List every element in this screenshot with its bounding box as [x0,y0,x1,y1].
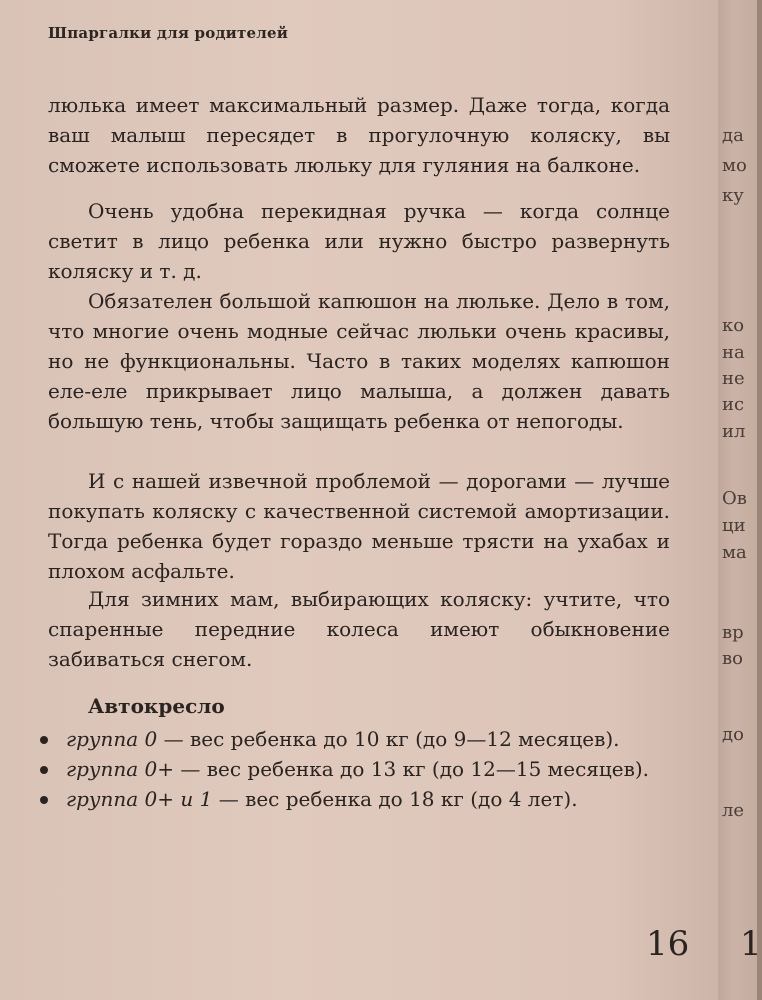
neighbor-text-fragment: да [722,125,744,146]
neighbor-text-fragment: ма [722,542,747,563]
neighbor-text-fragment: ко [722,315,745,336]
paragraph-2: Очень удобна перекидная ручка — когда солнце светит в лицо ребенка или нужно быстро развернуть коляску и т. д. [48,199,670,283]
neighbor-text-fragment: Ов [722,488,747,509]
bullet-icon [40,796,48,804]
section-title: Автокресло [88,694,225,718]
paragraph-4: И с нашей извечной проблемой — дорогами — лучше покупать коляску с качественной системой амортизации. Тогда ребенка будет гораздо меньше трясти на ухабах и плохом асфальте. [48,469,670,583]
group-description: — вес ребенка до 13 кг (до 12—15 месяцев). [174,757,649,781]
group-name: группа 0 [66,727,158,751]
neighbor-text-fragment: ил [722,421,746,442]
group-name: группа 0+ и 1 [66,787,213,811]
bullet-icon [40,736,48,744]
page-number: 16 [646,924,690,964]
group-description: — вес ребенка до 10 кг (до 9—12 месяцев). [157,727,620,751]
list-item [36,754,676,784]
paragraph-3: Обязателен большой капюшон на люльке. Дело в том, что многие очень модные сейчас люльки очень красивы, но не функциональны. Часто в таких моделях капюшон еле-еле прикрывает лицо малыша, а должен давать большую тень, чтобы защищать ребенка от непогоды. [48,289,670,433]
neighbor-text-fragment: вр [722,622,744,643]
paragraph-1: люлька имеет максимальный размер. Даже тогда, когда ваш малыш пересядет в прогулочную коляску, вы сможете использовать люльку для гуляния на балконе. [48,93,670,177]
neighbor-text-fragment: на [722,342,745,363]
neighbor-text-fragment: ци [722,515,746,536]
neighbor-text-fragment: ку [722,185,744,206]
list-item [36,784,676,814]
neighbor-page-number: 1 [740,924,762,964]
bullet-icon [40,766,48,774]
car-seat-group-list [36,724,676,814]
paragraph-5: Для зимних мам, выбирающих коляску: учтите, что спаренные передние колеса имеют обыкновение забиваться снегом. [48,587,670,671]
running-head: Шпаргалки для родителей [48,24,289,42]
list-item [36,724,676,754]
group-name: группа 0+ [66,757,175,781]
neighbor-text-fragment: не [722,368,745,389]
neighbor-text-fragment: ле [722,800,745,821]
neighbor-text-fragment: мо [722,155,747,176]
neighbor-text-fragment: до [722,724,744,745]
neighbor-page-edge [718,0,762,1000]
neighbor-text-fragment: во [722,648,743,669]
neighbor-text-fragment: ис [722,394,745,415]
group-description: — вес ребенка до 18 кг (до 4 лет). [212,787,578,811]
